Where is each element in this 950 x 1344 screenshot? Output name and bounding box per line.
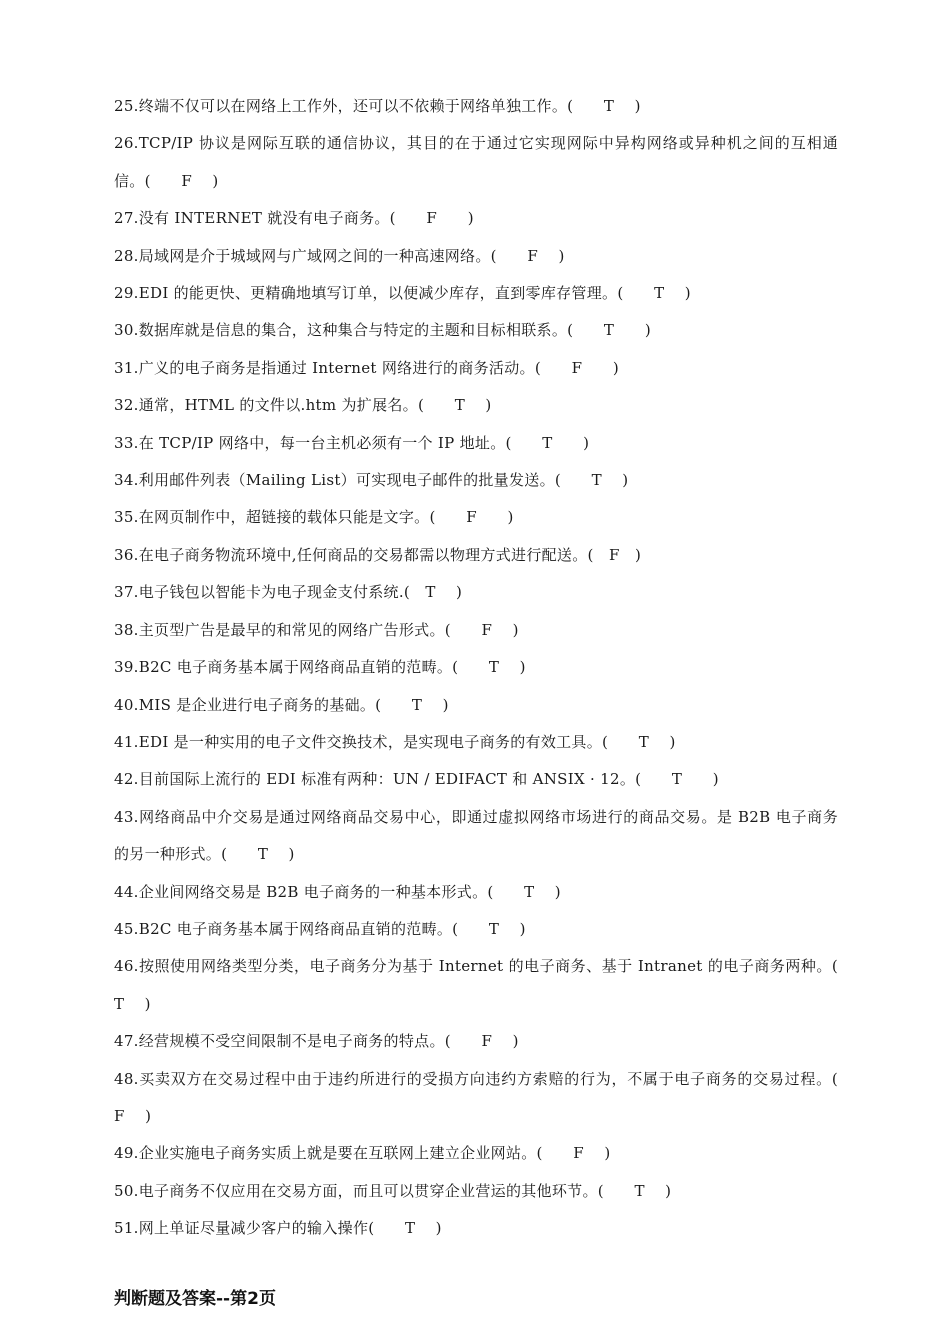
question-item: 44.企业间网络交易是 B2B 电子商务的一种基本形式。( T ) <box>114 882 561 901</box>
question-item: 27.没有 INTERNET 就没有电子商务。( F ) <box>114 209 474 228</box>
question-item: 43.网络商品中介交易是通过网络商品交易中心，即通过虚拟网络市场进行的商品交易。是 B2B 电子商务的另一种形式。( T ) <box>114 807 838 864</box>
question-item: 30.数据库就是信息的集合，这种集合与特定的主题和目标相联系。( T ) <box>114 321 651 340</box>
question-list <box>114 88 869 1248</box>
question-item: 51.网上单证尽量减少客户的输入操作( T ) <box>114 1219 442 1238</box>
question-item: 41.EDI 是一种实用的电子文件交换技术，是实现电子商务的有效工具。( T ) <box>114 732 676 751</box>
question-item: 40.MIS 是企业进行电子商务的基础。( T ) <box>114 695 449 714</box>
question-item: 42.目前国际上流行的 EDI 标准有两种：UN / EDIFACT 和 ANSIX · 12。( T ) <box>114 770 719 789</box>
page-footer: 判断题及答案--第2页 <box>114 1289 276 1309</box>
question-item: 38.主页型广告是最早的和常见的网络广告形式。( F ) <box>114 620 519 639</box>
question-item: 25.终端不仅可以在网络上工作外，还可以不依赖于网络单独工作。( T ) <box>114 97 641 115</box>
question-item: 37.电子钱包以智能卡为电子现金支付系统.( T ) <box>114 583 463 602</box>
question-item: 50.电子商务不仅应用在交易方面，而且可以贯穿企业营运的其他环节。( T ) <box>114 1181 672 1200</box>
question-item: 45.B2C 电子商务基本属于网络商品直销的范畴。( T ) <box>114 919 526 938</box>
question-item: 26.TCP/IP 协议是网际互联的通信协议，其目的在于通过它实现网际中异构网络或异种机之间的互相通信。( F ) <box>114 134 838 190</box>
question-item: 33.在 TCP/IP 网络中，每一台主机必须有一个 IP 地址。( T ) <box>114 433 590 452</box>
question-item: 28.局域网是介于城域网与广域网之间的一种高速网络。( F ) <box>114 246 565 265</box>
question-item: 49.企业实施电子商务实质上就是要在互联网上建立企业网站。( F ) <box>114 1144 611 1163</box>
question-item: 32.通常，HTML 的文件以.htm 为扩展名。( T ) <box>114 396 492 415</box>
question-item: 36.在电子商务物流环境中,任何商品的交易都需以物理方式进行配送。( F ) <box>114 545 642 564</box>
question-item: 34.利用邮件列表（Mailing List）可实现电子邮件的批量发送。( T ) <box>114 471 629 490</box>
question-item: 35.在网页制作中，超链接的载体只能是文字。( F ) <box>114 508 514 527</box>
question-item: 39.B2C 电子商务基本属于网络商品直销的范畴。( T ) <box>114 658 526 677</box>
question-item: 31.广义的电子商务是指通过 Internet 网络进行的商务活动。( F ) <box>114 358 620 377</box>
question-item: 48.买卖双方在交易过程中由于违约所进行的受损方向违约方索赔的行为，不属于电子商务的交易过程。( F ) <box>114 1069 869 1125</box>
question-item: 29.EDI 的能更快、更精确地填写订单，以便减少库存，直到零库存管理。( T ) <box>114 284 691 303</box>
question-item: 46.按照使用网络类型分类，电子商务分为基于 Internet 的电子商务、基于 Intranet 的电子商务两种。( T ) <box>114 957 869 1013</box>
question-item: 47.经营规模不受空间限制不是电子商务的特点。( F ) <box>114 1032 519 1051</box>
